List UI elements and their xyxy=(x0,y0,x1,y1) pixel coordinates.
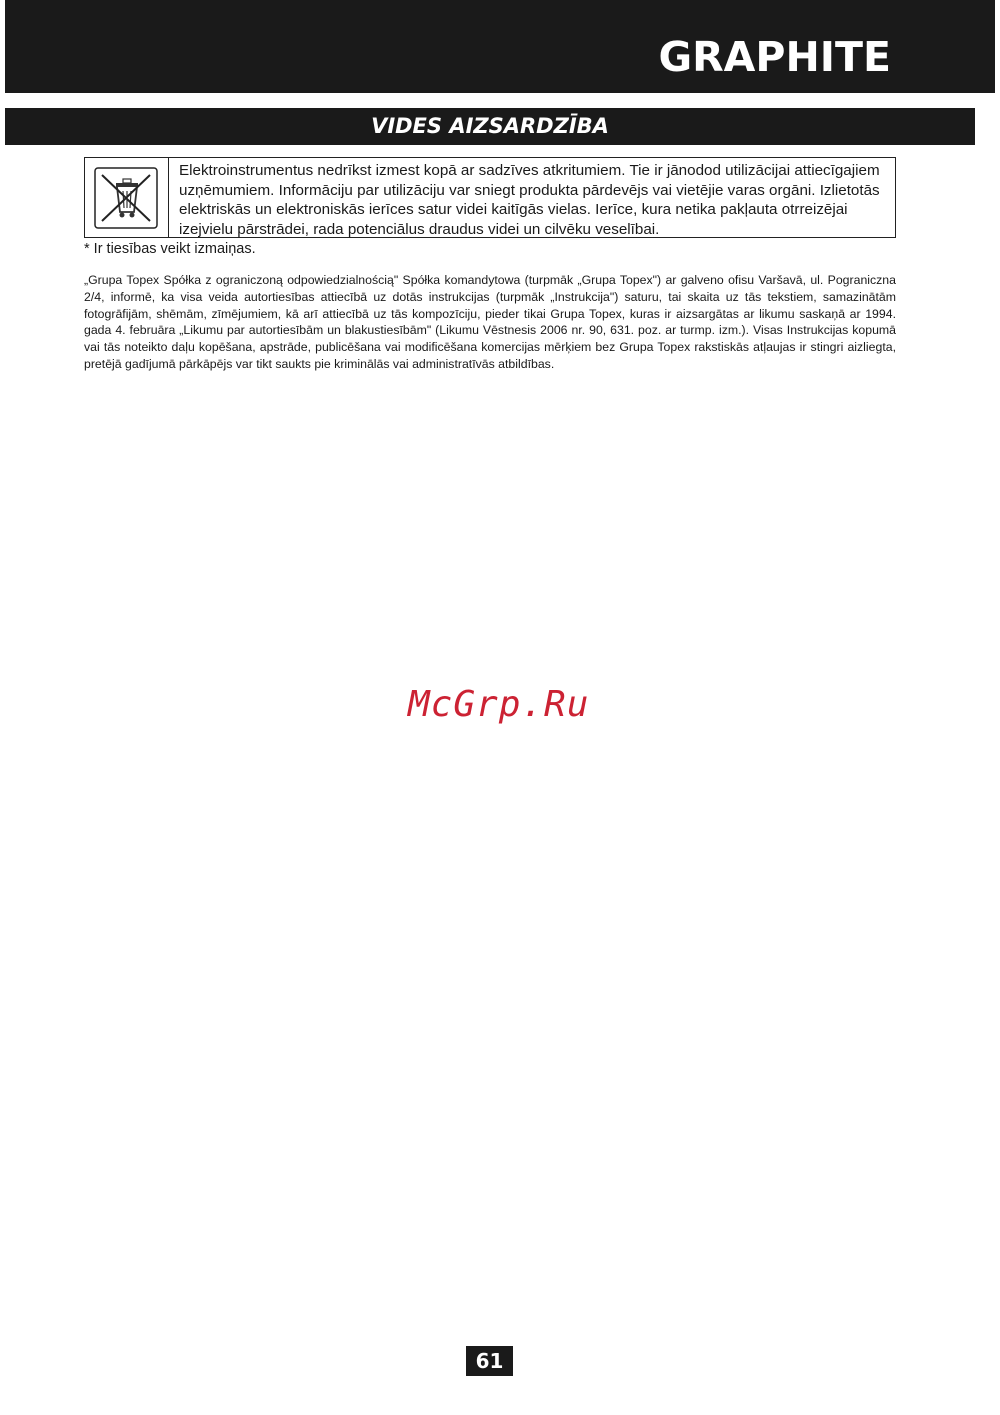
header-bar xyxy=(5,0,995,93)
brand-logo: GRAPHITE xyxy=(658,33,891,81)
disposal-notice-text: Elektroinstrumentus nedrīkst izmest kopā ar sadzīves atkritumiem. Tie ir jānodod utilizācijai attiecīgajiem uzņēmumiem. Informāciju par utilizāciju var sniegt produkta pārdevējs vai vietējie varas orgāni. Izlietotās elektriskās un elektroniskās ierīces satur videi kaitīgās vielas. Ierīce, kura netika pakļauta otrreizējai izejvielu pārstrādei, rada potenciālus draudus videi un cilvēku veselībai. xyxy=(179,162,880,238)
changes-note: * Ir tiesības veikt izmaiņas. xyxy=(84,241,256,257)
page-number: 61 xyxy=(466,1346,513,1376)
crossed-out-wheelie-bin-icon xyxy=(94,167,158,229)
section-header xyxy=(5,108,975,145)
bin-icon-cell xyxy=(85,158,169,237)
disposal-notice-box xyxy=(84,157,896,238)
copyright-notice: „Grupa Topex Spółka z ograniczoną odpowiedzialnością" Spółka komandytowa (turpmāk „Grupa Topex") ar galveno ofisu Varšavā, ul. Pograniczna 2/4, informē, ka visa veida autortiesības attiecībā uz dotās instrukcijas (turpmāk „Instrukcija") saturu, tai skaita uz tās tekstiem, samazinātām fotogrāfijām, shēmām, zīmējumiem, kā arī attiecībā uz tās kompozīciju, pieder tikai Grupa Topex, kuras ir aizsargātas ar likumu saskaņā ar 1994. gada 4. februāra „Likumu par autortiesībām un blakustiesībām" (Likumu Vēstnesis 2006 nr. 90, 631. poz. ar turmp. izm.). Visas Instrukcijas kopumā vai tās noteikto daļu kopēšana, apstrāde, publicēšana vai modificēšana komercijas mērķiem bez Grupa Topex rakstiskās atļaujas ir stingri aizliegta, pretējā gadījumā pārkāpējs var tikt saukts pie kriminālās vai administratīvās atbildības. xyxy=(84,273,896,371)
section-title: VIDES AIZSARDZĪBA xyxy=(371,114,609,138)
watermark: McGrp.Ru xyxy=(408,684,590,725)
